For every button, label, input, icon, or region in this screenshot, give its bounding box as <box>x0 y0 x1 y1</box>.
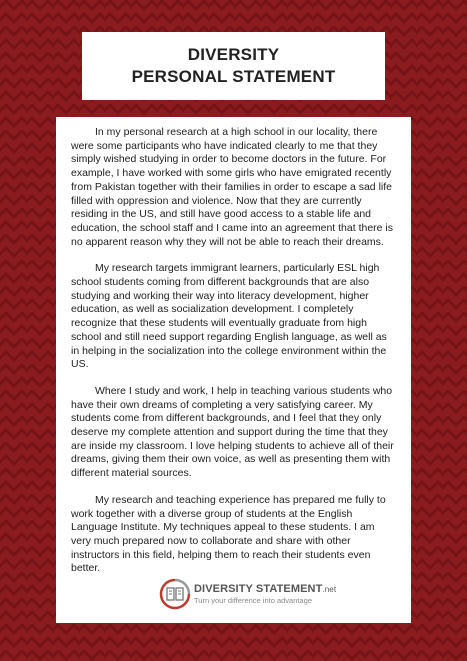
book-icon <box>159 578 191 610</box>
paragraph-2: My research targets immigrant learners, particularly ESL high school students coming from different backgrounds that are also studying and working their way into literacy development, higher education, as well as socialization development. I completely recognize that these students will eventually graduate from high school and still need support regarding English language, as well as in helping in the socialization into the college environment within the US. <box>71 262 387 371</box>
logo-text <box>194 583 336 605</box>
logo-name: DIVERSITY STATEMENT.net <box>194 583 337 595</box>
paragraph-4: My research and teaching experience has prepared me fully to work together with a diverse group of students at the English Language Institute. My techniques appeal to these students. I am very much prepared now to collaborate and share with other instructors in this field, helping them to reach their students even better. <box>71 493 386 575</box>
statement-paper <box>56 117 411 623</box>
title-line-1: DIVERSITY <box>187 45 280 64</box>
site-logo <box>159 577 336 611</box>
title-line-2: PERSONAL STATEMENT <box>131 67 336 86</box>
paragraph-1: In my personal research at a high school in our locality, there were some participants who have indicated clearly to me that they simply wished studying in order to become doctors in the future. For example, I have worked with some girls who have emigrated recently from Pakistan together with their families in order to escape a sad life filled with oppression and violence. Now that they are currently residing in the US, and still have good access to a stable life and education, the school staff and I came into an agreement that there is no apparent reason why they will not be able to reach their dreams. <box>71 126 394 248</box>
logo-tagline: Turn your difference into advantage <box>194 596 312 605</box>
title-box <box>82 32 385 100</box>
paragraph-3: Where I study and work, I help in teaching various students who have their own dreams of completing a very satisfying career. My students come from different backgrounds, and I feel that they only deserve my complete attention and support during the time that they are inside my classroom. I love helping students to achieve all of their dreams, giving them their own voice, as well as presenting them with different material sources. <box>71 384 394 480</box>
logo-suffix: .net <box>322 585 337 594</box>
